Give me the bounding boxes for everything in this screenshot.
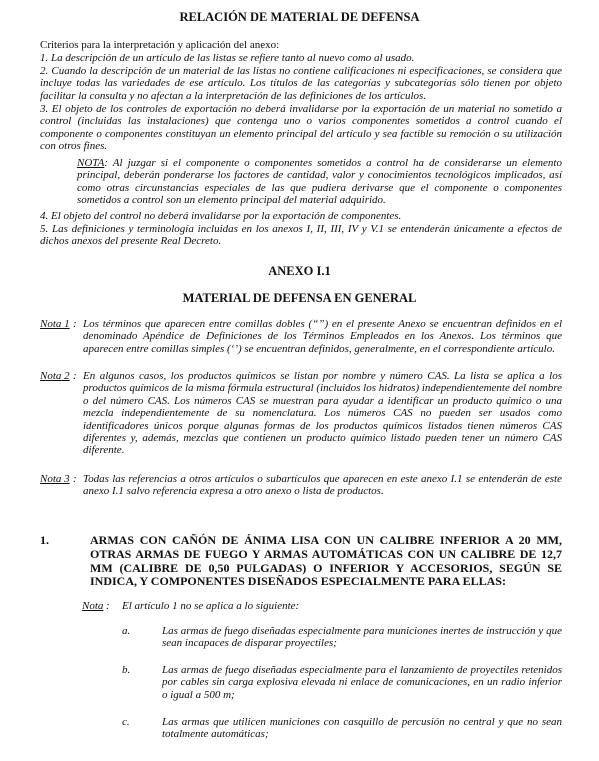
annex-note-3-text: Todas las referencias a otros artículos o subartículos que aparecen en este anexo I.1 se entenderán de este anexo I.1 salvo referencia expresa a otro anexo o lista de productos. [83,473,562,498]
criteria-note-label: NOTA [77,157,105,169]
section-1-item-a-letter: a. [122,625,131,637]
section-1-item-a-text: Las armas de fuego diseñadas especialmente para municiones inertes de instrucción y que sean incapaces de disparar proyectiles; [162,625,562,650]
annex-note-1-label: Nota 1 [40,318,70,330]
criteria-note [77,157,562,207]
annex-note-3-colon: : [73,473,77,485]
annex-note-2-label: Nota 2 [40,370,70,382]
annex-note-2-text: En algunos casos, los productos químicos se listan por nombre y número CAS. La lista se aplica a los productos químicos de la misma fórmula estructural (incluidos los hidratos) independientemente del nombre o del número CAS. Los números CAS se muestran para ayudar a identificar un producto químico o una mezcla independientemente de su nomenclatura. Los números CAS no pueden ser usados como identificadores únicos porque algunas formas de los productos químicos listados tienen números CAS diferentes y, además, mezclas que contienen un producto químico listado pueden tener un número CAS diferente. [83,370,562,457]
section-1-item-b-letter: b. [122,664,131,676]
criteria-heading: Criterios para la interpretación y aplicación del anexo: [40,39,280,51]
section-1-item-c-letter: c. [122,716,130,728]
annex-note-1-colon: : [73,318,77,330]
section-1-note-text: El artículo 1 no se aplica a lo siguiente: [122,600,300,612]
criteria-item-4: 4. El objeto del control no deberá invalidarse por la exportación de componentes. [40,210,402,222]
annex-note-1-text: Los términos que aparecen entre comillas dobles (“”) en el presente Anexo se encuentran definidos en el denominado Apéndice de Definiciones de los Términos Empleados en los Anexos. Los términos que aparecen entre comillas simples (‘’) se encuentran definidos, generalmente, en el correspondiente artículo. [83,318,562,355]
criteria-item-5: 5. Las definiciones y terminología incluidas en los anexos I, II, III, IV y V.1 se entenderán únicamente a efectos de dichos anexos del presente Real Decreto. [40,223,562,248]
section-1-item-b-text: Las armas de fuego diseñadas especialmente para el lanzamiento de proyectiles retenidos por cables sin carga explosiva elevada ni enlace de comunicaciones, en un radio inferior o igual a 500 m; [162,664,562,701]
annex-subtitle: MATERIAL DE DEFENSA EN GENERAL [182,291,417,305]
criteria-item-1: 1. La descripción de un artículo de las listas se refiere tanto al nuevo como al usado. [40,52,415,64]
document-title: RELACIÓN DE MATERIAL DE DEFENSA [179,10,420,24]
section-1-item-c-text: Las armas que utilicen municiones con casquillo de percusión no central y que no sean totalmente automáticas; [162,716,562,741]
section-1-heading: ARMAS CON CAÑÓN DE ÁNIMA LISA CON UN CALIBRE INFERIOR A 20 MM, OTRAS ARMAS DE FUEGO Y ARMAS AUTOMÁTICAS CON UN CALIBRE DE 12,7 MM (CALIBRE DE 0,50 PULGADAS) O INFERIOR Y ACCESORIOS, SEGÚN SE INDICA, Y COMPONENTES DISEÑADOS ESPECIALMENTE PARA ELLAS: [90,533,562,589]
section-1-number: 1. [40,533,49,547]
criteria-item-3: 3. El objeto de los controles de exportación no deberá invalidarse por la exportación de un material no sometido a control (incluidas las instalaciones) que contenga uno o varios componentes sometidos a control cuando el componente o componentes constituyan un elemento principal del artículo y sea factible su remoción o su utilización con otros fines. [40,103,562,153]
criteria-note-text: : Al juzgar si el componente o componentes sometidos a control ha de considerarse un elemento principal, deberán ponderarse los factores de cantidad, valor y conocimientos tecnológicos implicados, así como otras circunstancias especiales de las que pudiera derivarse que el componente o componentes sometidos a control son un elemento principal del material adquirido. [77,157,562,207]
section-1-note-label: Nota [82,600,104,612]
criteria-item-2: 2. Cuando la descripción de un material de las listas no contiene calificaciones ni especificaciones, se considera que incluye todas las variedades de ese artículo. Los títulos de las categorías y subcategorías sólo tienen por objeto facilitar la consulta y no afectan a la interpretación de las definiciones de los artículos. [40,65,562,102]
annex-title: ANEXO I.1 [268,264,331,278]
section-1-note-colon: : [106,600,110,612]
annex-note-3-label: Nota 3 [40,473,70,485]
annex-note-2-colon: : [73,370,77,382]
